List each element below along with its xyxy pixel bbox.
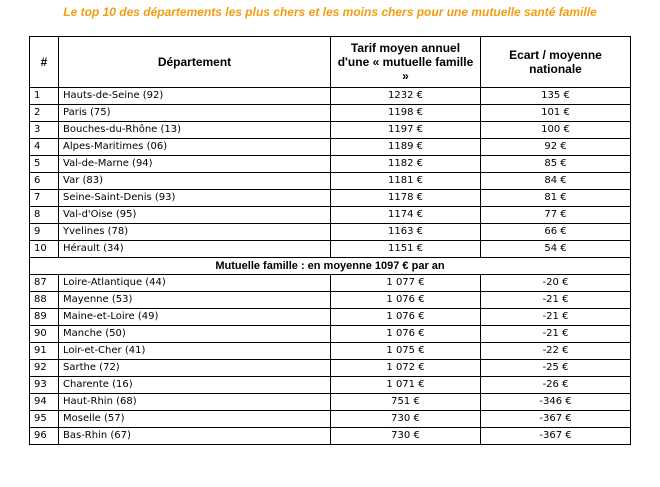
department-cell: Val-de-Marne (94) [59, 156, 331, 173]
table-row [30, 428, 631, 445]
table-row [30, 411, 631, 428]
header-rank: # [30, 37, 59, 88]
table-header-row [30, 37, 631, 88]
table-row [30, 173, 631, 190]
rank-cell: 5 [30, 156, 59, 173]
department-cell: Maine-et-Loire (49) [59, 309, 331, 326]
ecart-cell: 81 € [481, 190, 631, 207]
header-department: Département [59, 37, 331, 88]
department-cell: Var (83) [59, 173, 331, 190]
rank-cell: 4 [30, 139, 59, 156]
table-row [30, 105, 631, 122]
separator-section [30, 258, 631, 275]
table-row [30, 360, 631, 377]
bottom-rows [30, 275, 631, 445]
tarif-cell: 1 075 € [331, 343, 481, 360]
department-cell: Loire-Atlantique (44) [59, 275, 331, 292]
table-row [30, 343, 631, 360]
tarif-cell: 1198 € [331, 105, 481, 122]
rank-cell: 9 [30, 224, 59, 241]
tarif-cell: 1163 € [331, 224, 481, 241]
department-cell: Haut-Rhin (68) [59, 394, 331, 411]
department-cell: Manche (50) [59, 326, 331, 343]
rank-cell: 96 [30, 428, 59, 445]
table-row [30, 156, 631, 173]
rank-cell: 92 [30, 360, 59, 377]
tarif-cell: 1182 € [331, 156, 481, 173]
table-row [30, 275, 631, 292]
departments-table [29, 36, 631, 445]
ecart-cell: 92 € [481, 139, 631, 156]
department-cell: Mayenne (53) [59, 292, 331, 309]
ecart-cell: -367 € [481, 428, 631, 445]
department-cell: Hauts-de-Seine (92) [59, 88, 331, 105]
page-title: Le top 10 des départements les plus chers et les moins chers pour une mutuelle santé famille [63, 5, 597, 19]
department-cell: Seine-Saint-Denis (93) [59, 190, 331, 207]
rank-cell: 10 [30, 241, 59, 258]
header-ecart: Ecart / moyenne nationale [481, 37, 631, 88]
ecart-cell: -21 € [481, 292, 631, 309]
table-row [30, 122, 631, 139]
ecart-cell: 77 € [481, 207, 631, 224]
tarif-cell: 1151 € [331, 241, 481, 258]
department-cell: Paris (75) [59, 105, 331, 122]
tarif-cell: 1181 € [331, 173, 481, 190]
tarif-cell: 1 077 € [331, 275, 481, 292]
ecart-cell: 101 € [481, 105, 631, 122]
tarif-cell: 1197 € [331, 122, 481, 139]
national-average-label: Mutuelle famille : en moyenne 1097 € par an [30, 258, 631, 275]
ecart-cell: -367 € [481, 411, 631, 428]
ecart-cell: -26 € [481, 377, 631, 394]
department-cell: Charente (16) [59, 377, 331, 394]
tarif-cell: 1 071 € [331, 377, 481, 394]
table-row [30, 394, 631, 411]
rank-cell: 8 [30, 207, 59, 224]
rank-cell: 7 [30, 190, 59, 207]
ecart-cell: 66 € [481, 224, 631, 241]
table-row [30, 207, 631, 224]
table-row [30, 224, 631, 241]
table-row [30, 88, 631, 105]
tarif-cell: 730 € [331, 411, 481, 428]
tarif-cell: 1 076 € [331, 309, 481, 326]
ecart-cell: -21 € [481, 309, 631, 326]
rank-cell: 1 [30, 88, 59, 105]
table-row [30, 139, 631, 156]
department-cell: Alpes-Maritimes (06) [59, 139, 331, 156]
department-cell: Val-d'Oise (95) [59, 207, 331, 224]
tarif-cell: 730 € [331, 428, 481, 445]
table-row [30, 292, 631, 309]
top-rows [30, 88, 631, 258]
table-row [30, 377, 631, 394]
table-row [30, 326, 631, 343]
separator-row [30, 258, 631, 275]
tarif-cell: 1232 € [331, 88, 481, 105]
tarif-cell: 1 076 € [331, 326, 481, 343]
ecart-cell: -21 € [481, 326, 631, 343]
ecart-cell: -25 € [481, 360, 631, 377]
tarif-cell: 1189 € [331, 139, 481, 156]
department-cell: Moselle (57) [59, 411, 331, 428]
rank-cell: 6 [30, 173, 59, 190]
ecart-cell: 84 € [481, 173, 631, 190]
department-cell: Hérault (34) [59, 241, 331, 258]
rank-cell: 89 [30, 309, 59, 326]
rank-cell: 94 [30, 394, 59, 411]
ecart-cell: -346 € [481, 394, 631, 411]
tarif-cell: 1 076 € [331, 292, 481, 309]
tarif-cell: 1 072 € [331, 360, 481, 377]
table-row [30, 241, 631, 258]
tarif-cell: 1178 € [331, 190, 481, 207]
ecart-cell: -20 € [481, 275, 631, 292]
rank-cell: 93 [30, 377, 59, 394]
tarif-cell: 751 € [331, 394, 481, 411]
department-cell: Bas-Rhin (67) [59, 428, 331, 445]
rank-cell: 88 [30, 292, 59, 309]
ecart-cell: 100 € [481, 122, 631, 139]
table-row [30, 309, 631, 326]
ecart-cell: 135 € [481, 88, 631, 105]
rank-cell: 91 [30, 343, 59, 360]
ecart-cell: -22 € [481, 343, 631, 360]
tarif-cell: 1174 € [331, 207, 481, 224]
department-cell: Bouches-du-Rhône (13) [59, 122, 331, 139]
table-row [30, 190, 631, 207]
ecart-cell: 54 € [481, 241, 631, 258]
department-cell: Loir-et-Cher (41) [59, 343, 331, 360]
header-tarif: Tarif moyen annuel d'une « mutuelle famille » [331, 37, 481, 88]
rank-cell: 90 [30, 326, 59, 343]
department-cell: Yvelines (78) [59, 224, 331, 241]
rank-cell: 87 [30, 275, 59, 292]
department-cell: Sarthe (72) [59, 360, 331, 377]
rank-cell: 95 [30, 411, 59, 428]
rank-cell: 2 [30, 105, 59, 122]
ecart-cell: 85 € [481, 156, 631, 173]
rank-cell: 3 [30, 122, 59, 139]
